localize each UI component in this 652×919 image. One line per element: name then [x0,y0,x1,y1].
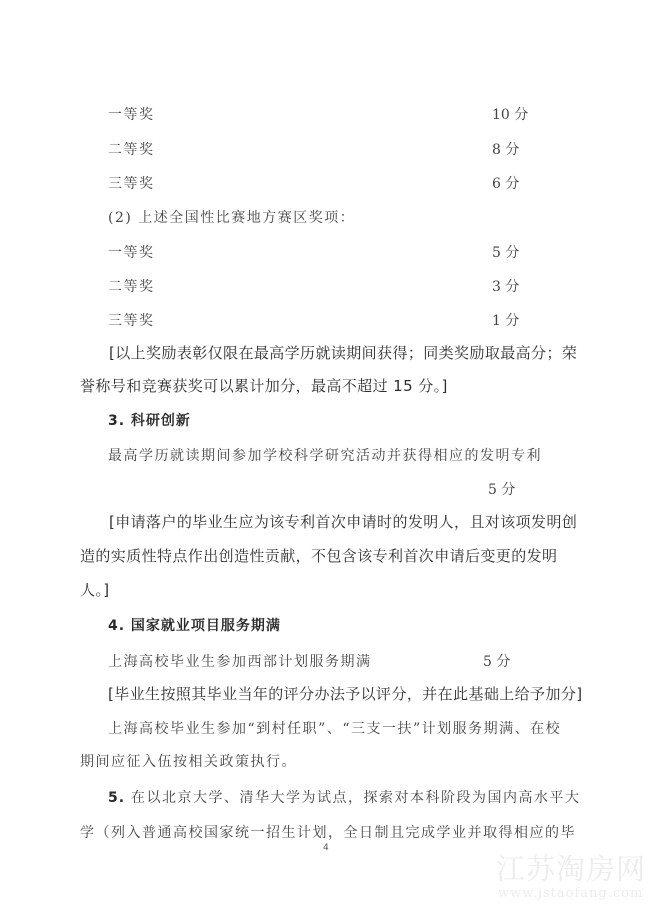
award-label: 一等奖 [108,107,155,123]
employment-item-score: 5 分 [483,654,511,670]
award-score: 3 分 [492,279,520,295]
page-number: 4 [323,843,329,853]
research-note-line: 人。] [80,581,110,599]
employment-item-text: 上海高校毕业生参加西部计划服务期满 [108,654,372,670]
award-label: 三等奖 [108,176,155,192]
award-label: 二等奖 [108,142,155,158]
section-heading-research: 3. 科研创新 [108,413,191,429]
watermark-url: www.jstaofang.com [498,886,644,901]
award-label: 二等奖 [108,279,155,295]
award-score: 10 分 [492,107,529,123]
employment-paragraph-line: 期间应征入伍按相关政策执行。 [80,754,297,770]
award-score: 6 分 [492,176,520,192]
award-label: 三等奖 [108,313,155,329]
award-score: 5 分 [492,245,520,261]
research-item-score: 5 分 [488,482,516,498]
section5-number: 5. [108,790,126,806]
section5-line: 学（列入普通高校国家统一招生计划，全日制且完成学业并取得相应的毕 [80,825,576,841]
section-heading-employment: 4. 国家就业项目服务期满 [108,618,281,634]
award-label: 一等奖 [108,245,155,261]
section5-line [108,788,581,808]
watermark [496,852,646,902]
award-score: 1 分 [492,313,520,329]
employment-note: [毕业生按照其毕业当年的评分办法予以评分，并在此基础上给予加分] [108,685,583,703]
research-note-line: [申请落户的毕业生应为该专利首次申请时的发明人，且对该项发明创 [109,513,578,531]
research-item-text: 最高学历就读期间参加学校科学研究活动并获得相应的发明专利 [108,448,542,464]
employment-paragraph-line: 上海高校毕业生参加“到村任职”、“三支一扶”计划服务期满、在校 [108,721,562,737]
watermark-name: 江苏淘房网 [496,852,647,886]
section5-text: 在以北京大学、清华大学为试点，探索对本科阶段为国内高水平大 [131,790,581,806]
awards-note-line: [以上奖励表彰仅限在最高学历就读期间获得；同类奖励取最高分；荣 [109,344,578,362]
regional-awards-heading: (2) 上述全国性比赛地方赛区奖项： [108,210,356,226]
research-note-line: 造的实质性特点作出创造性贡献，不包含该专利首次申请后变更的发明 [80,547,558,565]
award-score: 8 分 [492,142,520,158]
awards-note-line: 誉称号和竞赛获奖可以累计加分，最高不超过 15 分。] [80,377,448,395]
